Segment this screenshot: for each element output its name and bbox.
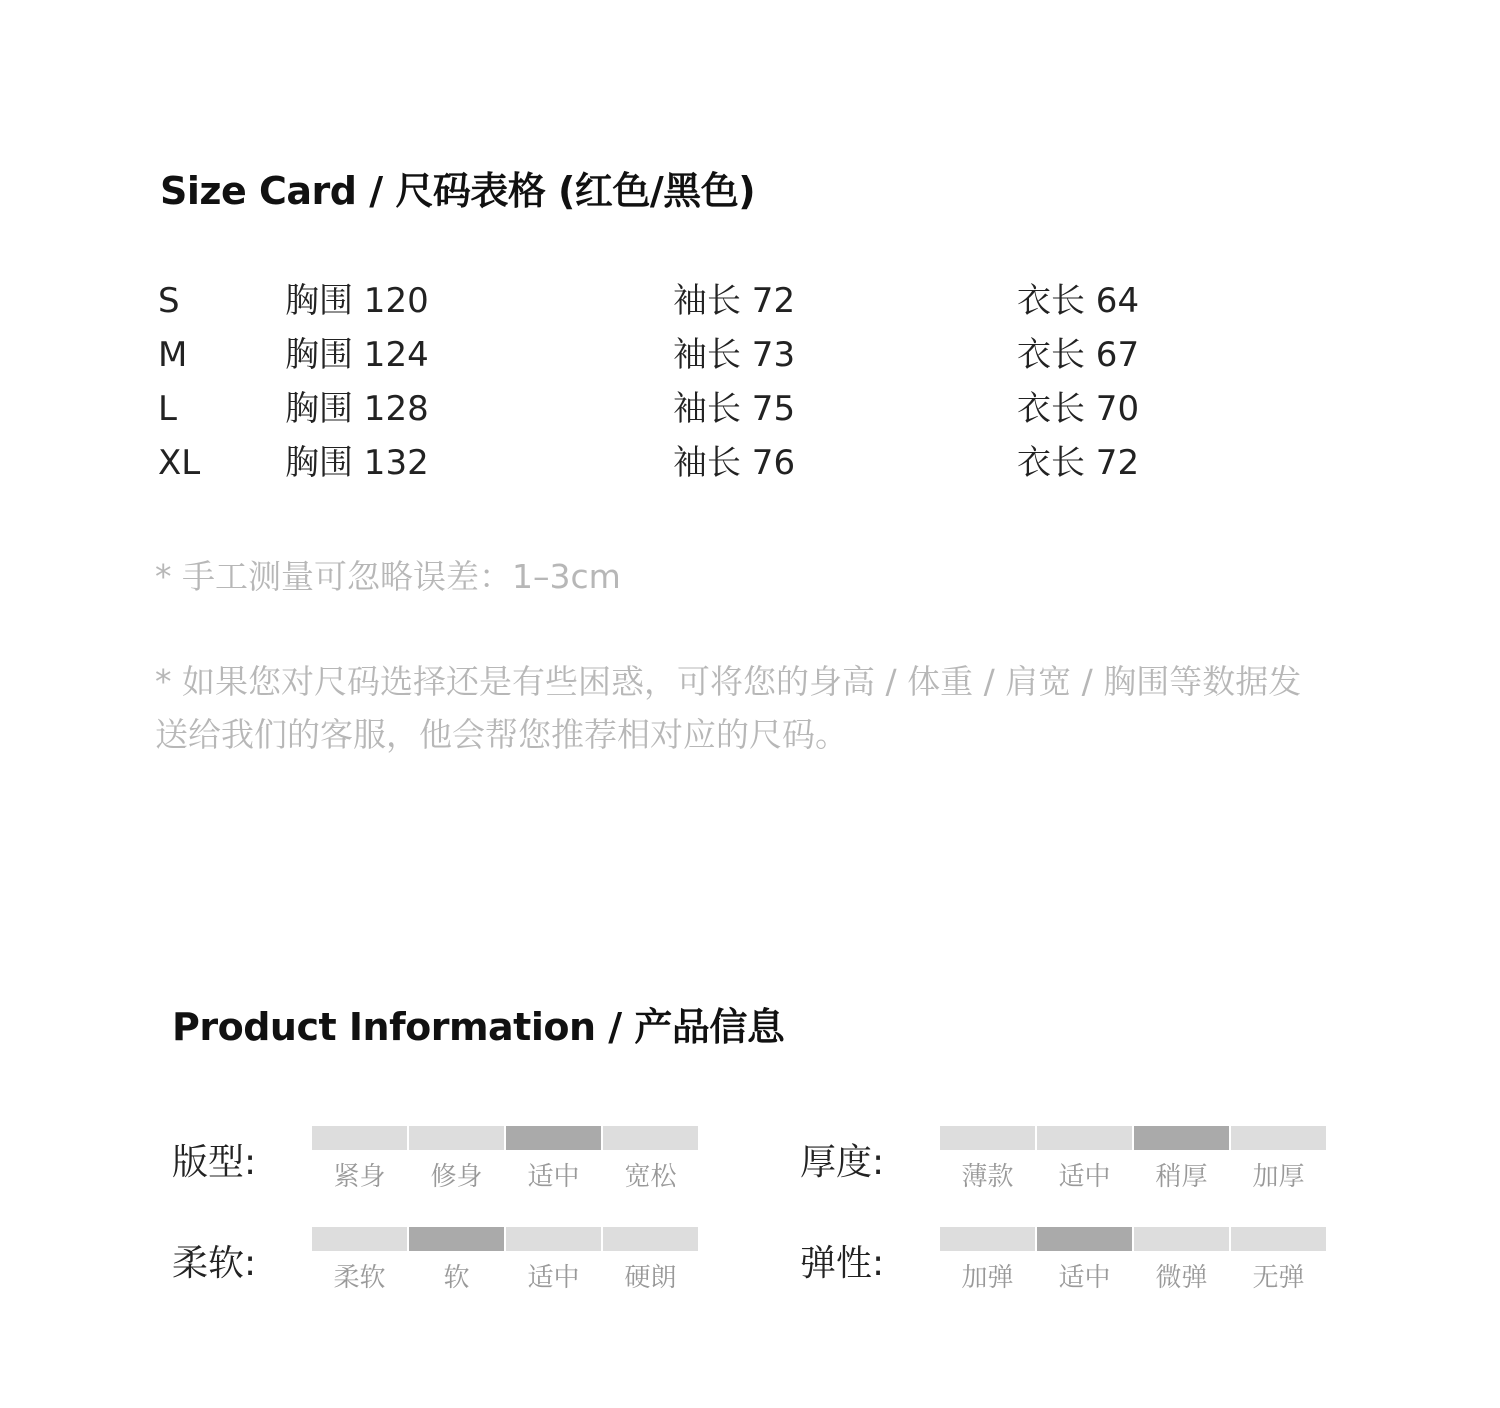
length-measure: 衣长 70	[1017, 389, 1140, 429]
scale-segment	[409, 1227, 504, 1294]
scale-segment	[603, 1227, 698, 1294]
scale-label: 适中	[1058, 1162, 1111, 1192]
chest-measure: 胸围 120	[285, 281, 429, 321]
scale-segment	[312, 1126, 407, 1193]
scale-bar	[312, 1227, 407, 1251]
size-table	[158, 278, 1258, 494]
scale-segment	[1037, 1227, 1132, 1294]
scale-label: 适中	[527, 1162, 580, 1192]
scale-label: 稍厚	[1155, 1162, 1208, 1192]
scale-bar	[1231, 1227, 1326, 1251]
scale-segment	[1231, 1227, 1326, 1294]
scale-segment	[1231, 1126, 1326, 1193]
size-label: XL	[158, 443, 201, 483]
sleeve-measure: 袖长 73	[673, 335, 796, 375]
attribute-softness	[172, 1227, 712, 1307]
scale-label: 修身	[430, 1162, 483, 1192]
length-measure: 衣长 64	[1017, 281, 1140, 321]
scale-bar	[603, 1126, 698, 1150]
scale-segment	[409, 1126, 504, 1193]
scale-bar	[1134, 1227, 1229, 1251]
size-row	[158, 440, 1258, 494]
scale-label: 适中	[527, 1263, 580, 1293]
scale-bar	[603, 1227, 698, 1251]
scale-segment	[506, 1227, 601, 1294]
sleeve-measure: 袖长 72	[673, 281, 796, 321]
attribute-label: 柔软:	[172, 1243, 257, 1284]
size-card-title: Size Card / 尺码表格 (红色/黑色)	[160, 169, 756, 213]
attribute-label: 弹性:	[800, 1243, 885, 1284]
scale-bar	[1134, 1126, 1229, 1150]
product-info-title: Product Information / 产品信息	[172, 1005, 785, 1049]
scale-label: 柔软	[333, 1263, 386, 1293]
scale-segment	[1037, 1126, 1132, 1193]
scale-bar	[1037, 1227, 1132, 1251]
scale-bar	[506, 1126, 601, 1150]
scale-segment	[1134, 1126, 1229, 1193]
length-measure: 衣长 67	[1017, 335, 1140, 375]
scale-label: 加厚	[1252, 1162, 1305, 1192]
scale-segment	[940, 1227, 1035, 1294]
chest-measure: 胸围 128	[285, 389, 429, 429]
size-row	[158, 332, 1258, 386]
scale-segment	[940, 1126, 1035, 1193]
scale-bar	[409, 1227, 504, 1251]
chest-measure: 胸围 132	[285, 443, 429, 483]
size-label: M	[158, 335, 188, 375]
scale-label: 无弹	[1252, 1263, 1305, 1293]
scale-label: 适中	[1058, 1263, 1111, 1293]
attribute-elasticity	[800, 1227, 1340, 1307]
size-label: S	[158, 281, 180, 321]
scale-bar	[506, 1227, 601, 1251]
sleeve-measure: 袖长 76	[673, 443, 796, 483]
scale-bar	[409, 1126, 504, 1150]
scale-bar	[1037, 1126, 1132, 1150]
scale-label: 软	[443, 1263, 470, 1293]
scale-segment	[603, 1126, 698, 1193]
scale-bar	[312, 1126, 407, 1150]
scale-label: 宽松	[624, 1162, 677, 1192]
scale-bar	[940, 1126, 1035, 1150]
length-measure: 衣长 72	[1017, 443, 1140, 483]
scale-label: 薄款	[961, 1162, 1014, 1192]
scale-bar	[940, 1227, 1035, 1251]
size-help-note: * 如果您对尺码选择还是有些困惑，可将您的身高 / 体重 / 肩宽 / 胸围等数据发送给我们的客服，他会帮您推荐相对应的尺码。	[155, 662, 1302, 754]
attribute-thickness	[800, 1126, 1340, 1206]
scale-segment	[312, 1227, 407, 1294]
scale-label: 硬朗	[624, 1263, 677, 1293]
size-row	[158, 278, 1258, 332]
attribute-label: 版型:	[172, 1142, 257, 1183]
scale-label: 微弹	[1155, 1263, 1208, 1293]
scale-segment	[506, 1126, 601, 1193]
scale-label: 加弹	[961, 1263, 1014, 1293]
attribute-label: 厚度:	[800, 1142, 885, 1183]
measurement-error-note: * 手工测量可忽略误差：1–3cm	[155, 557, 621, 596]
size-row	[158, 386, 1258, 440]
scale-segment	[1134, 1227, 1229, 1294]
chest-measure: 胸围 124	[285, 335, 429, 375]
scale-label: 紧身	[333, 1162, 386, 1192]
attribute-fit	[172, 1126, 712, 1206]
sleeve-measure: 袖长 75	[673, 389, 796, 429]
size-label: L	[158, 389, 177, 429]
scale-bar	[1231, 1126, 1326, 1150]
